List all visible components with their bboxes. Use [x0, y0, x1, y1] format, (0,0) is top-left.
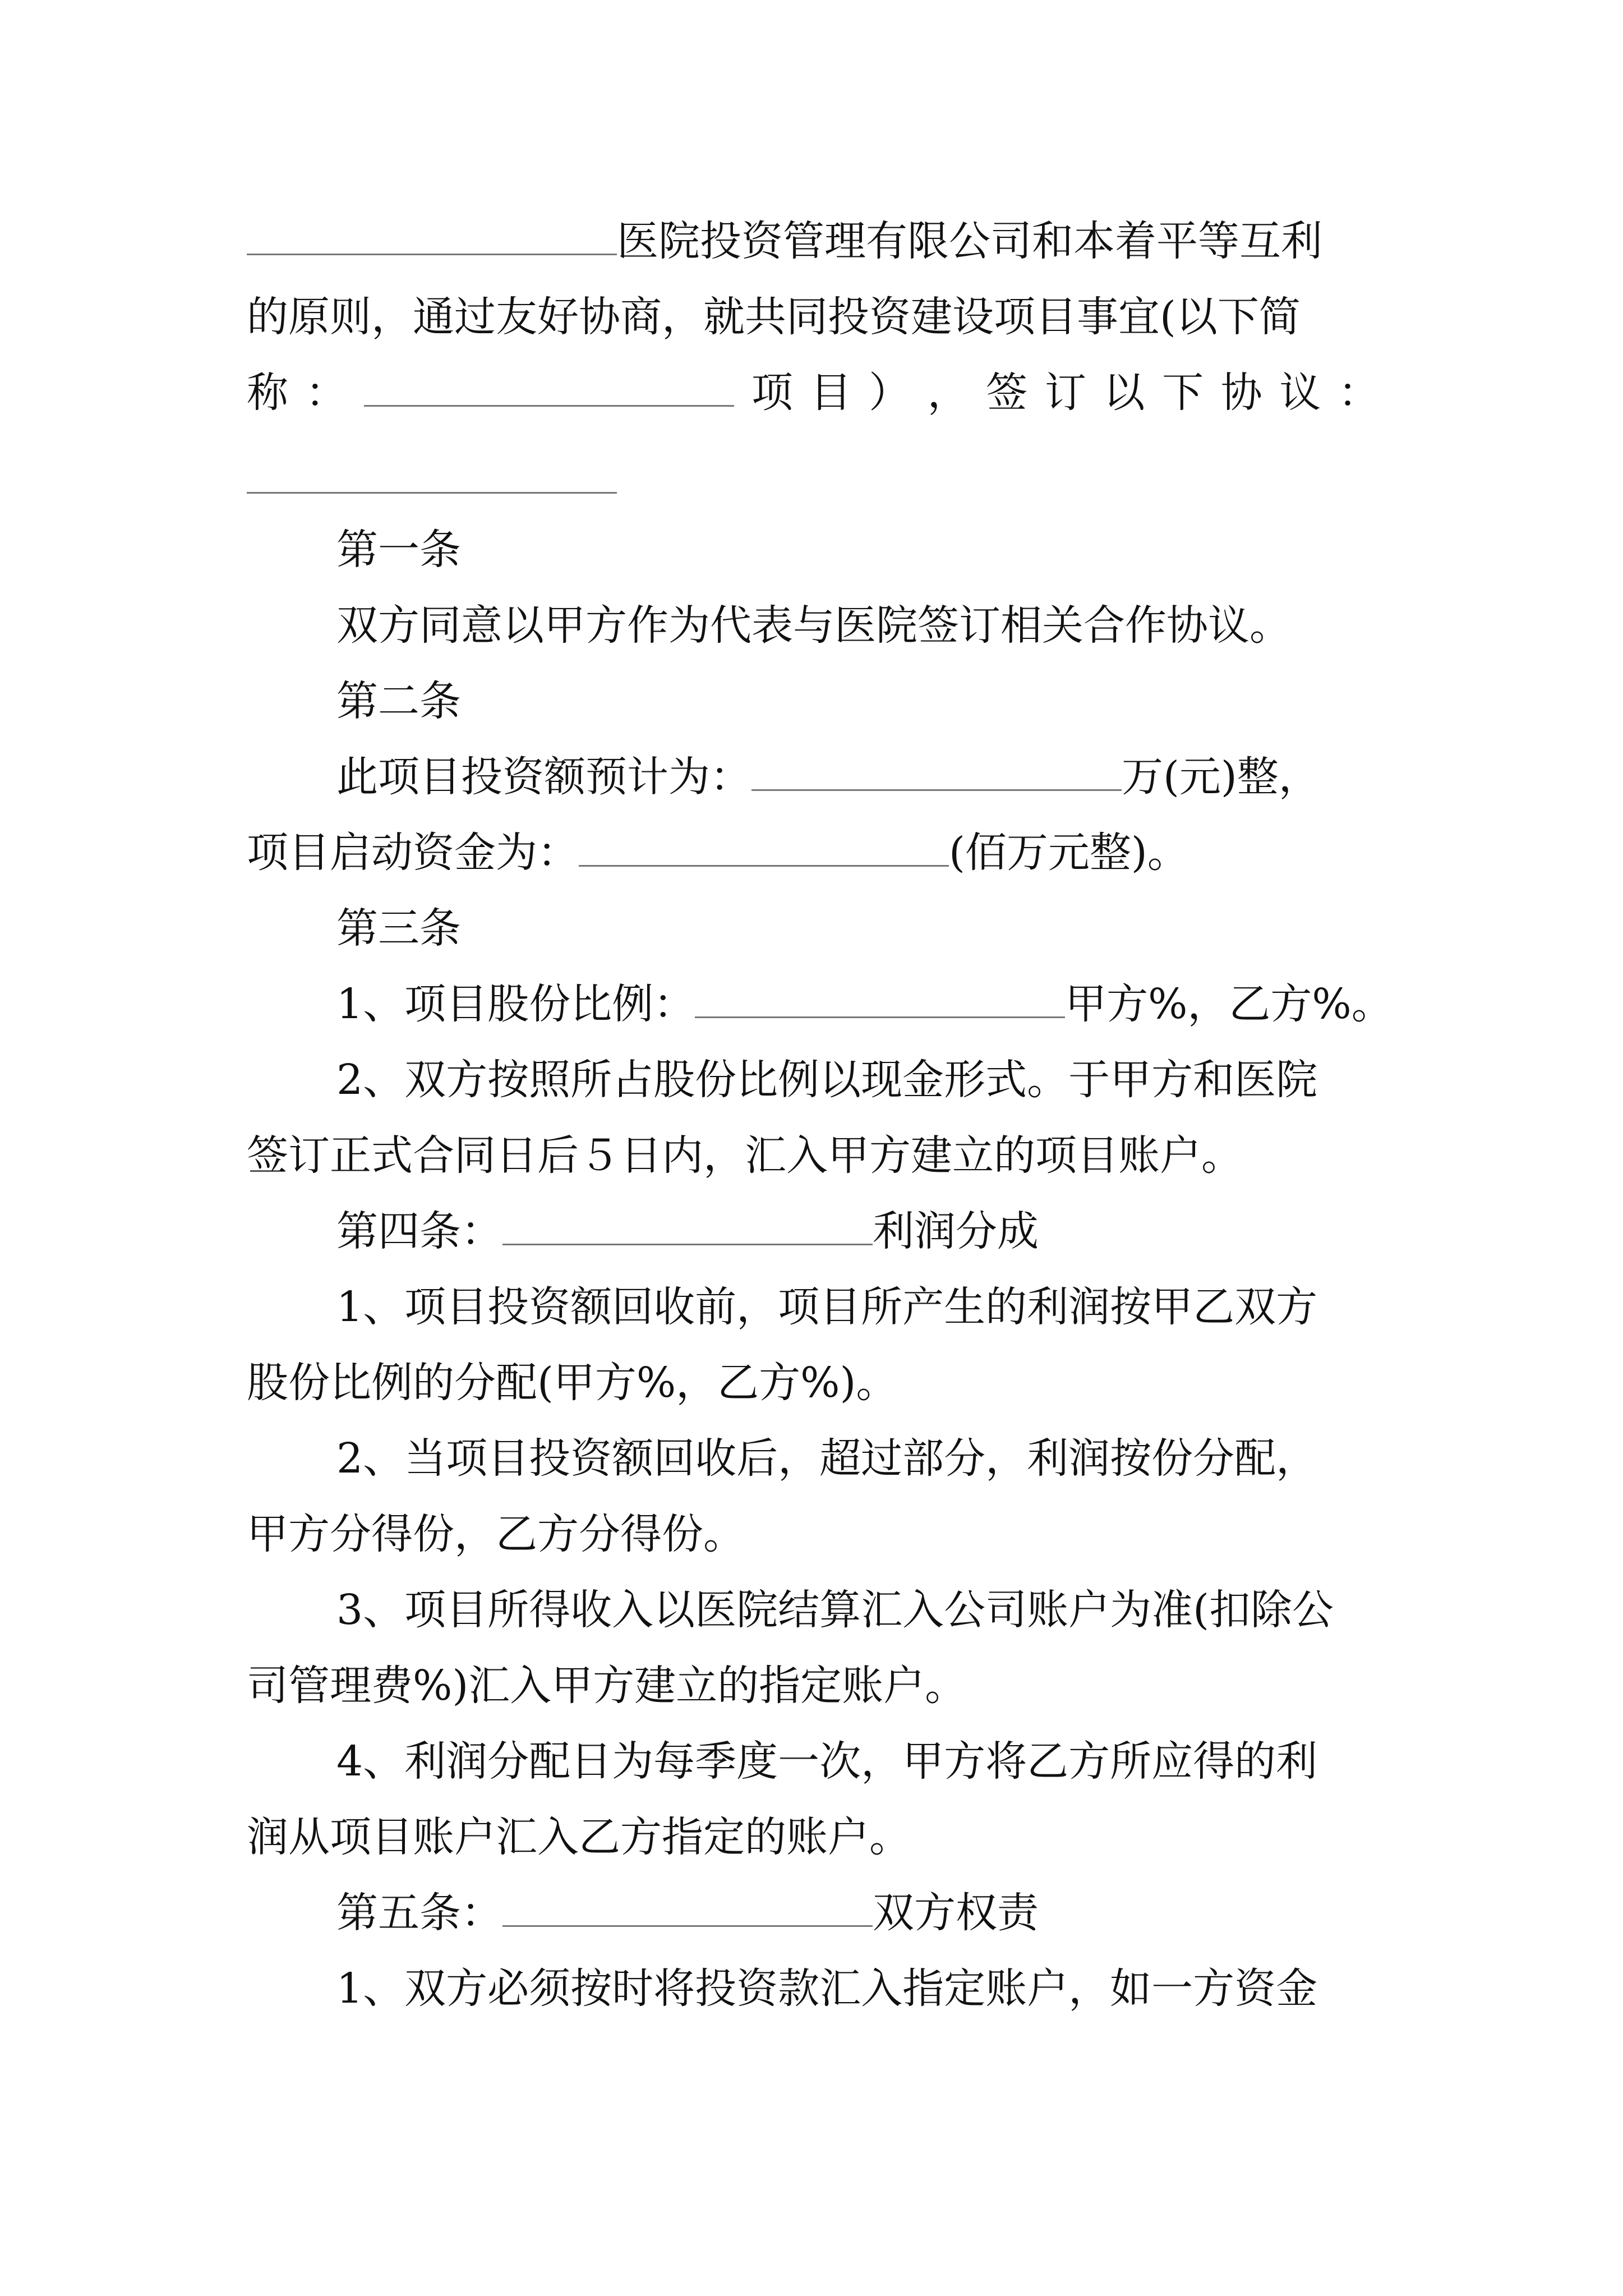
article-4-item-1-line-2: 股份比例的分配(甲方%，乙方%)。: [247, 1359, 898, 1407]
article-4-title-b: 利润分成: [873, 1207, 1039, 1255]
article-3-item-1-a: 1、项目股份比例：: [336, 980, 695, 1028]
blank-startup-funds: [579, 832, 949, 867]
article-4-title-a: 第四条：: [336, 1207, 502, 1255]
article-2-text-a: 此项目投资额预计为：: [336, 753, 751, 801]
article-4-item-4-line-2: 润从项目账户汇入乙方指定的账户。: [247, 1813, 911, 1861]
intro-char: 下: [1162, 369, 1204, 417]
article-5-title-b: 双方权责: [873, 1889, 1039, 1937]
article-3-title: 第三条: [336, 904, 461, 953]
intro-char: 以: [1103, 369, 1145, 417]
article-3-item-2-line-2: 签订正式合同日后５日内，汇入甲方建立的项目账户。: [247, 1131, 1243, 1180]
article-3-item-2-line-1: 2、双方按照所占股份比例以现金形式。于甲方和医院: [336, 1056, 1318, 1104]
intro-char: ：: [1338, 369, 1380, 417]
intro-char: 项: [751, 369, 793, 417]
blank-party-field: [247, 221, 617, 255]
intro-char: ）: [869, 369, 911, 417]
article-3-item-1: [0, 973, 1623, 1035]
article-1-title: 第一条: [336, 526, 461, 574]
article-2-line-1: [0, 746, 1623, 808]
article-5-title: [0, 1882, 1623, 1944]
intro-char: 签: [986, 369, 1028, 417]
article-4-item-2-line-2: 甲方分得份，乙方分得份。: [247, 1510, 745, 1558]
blank-agreement-field: [247, 459, 617, 494]
article-2-line-2: [0, 822, 1623, 884]
blank-article-5: [502, 1893, 873, 1927]
intro-char: 订: [1044, 369, 1086, 417]
article-1-text: 双方同意以甲方作为代表与医院签订相关合作协议。: [336, 601, 1291, 650]
intro-line-3: [247, 362, 1380, 424]
intro-char: ：: [305, 369, 347, 417]
article-4-item-3-line-2: 司管理费%)汇入甲方建立的指定账户。: [247, 1662, 967, 1710]
article-4-title: [0, 1200, 1623, 1262]
article-3-item-1-b: 甲方%，乙方%。: [1065, 980, 1393, 1028]
article-2-title: 第二条: [336, 677, 461, 725]
article-2-text-c: 项目启动资金为：: [247, 829, 579, 877]
article-4-item-3-line-1: 3、项目所得收入以医院结算汇入公司账户为准(扣除公: [336, 1586, 1334, 1634]
intro-char: ，: [927, 369, 969, 417]
article-2-text-d: (佰万元整)。: [949, 829, 1189, 877]
article-5-title-a: 第五条：: [336, 1889, 502, 1937]
intro-line-1: [0, 210, 1623, 272]
intro-char: 目: [810, 369, 852, 417]
article-5-item-1-line-1: 1、双方必须按时将投资款汇入指定账户，如一方资金: [336, 1964, 1318, 2013]
blank-project-name: [364, 372, 734, 407]
article-4-item-4-line-1: 4、利润分配日为每季度一次，甲方将乙方所应得的利: [336, 1737, 1318, 1786]
intro-char: 称: [247, 369, 288, 417]
blank-article-4: [502, 1211, 873, 1245]
intro-text-1: 医院投资管理有限公司和本着平等互利: [617, 217, 1322, 265]
article-2-text-b: 万(元)整，: [1122, 753, 1320, 801]
intro-line-4: [0, 449, 1623, 510]
intro-char: 协: [1220, 369, 1262, 417]
article-4-item-1-line-1: 1、项目投资额回收前，项目所产生的利润按甲乙双方: [336, 1283, 1318, 1331]
blank-investment-amount: [751, 757, 1122, 791]
blank-share-ratio: [695, 984, 1065, 1018]
intro-char: 议: [1279, 369, 1321, 417]
intro-line-2: 的原则，通过友好协商，就共同投资建设项目事宜(以下简: [247, 293, 1301, 341]
article-4-item-2-line-1: 2、当项目投资额回收后，超过部分，利润按份分配，: [336, 1434, 1318, 1483]
